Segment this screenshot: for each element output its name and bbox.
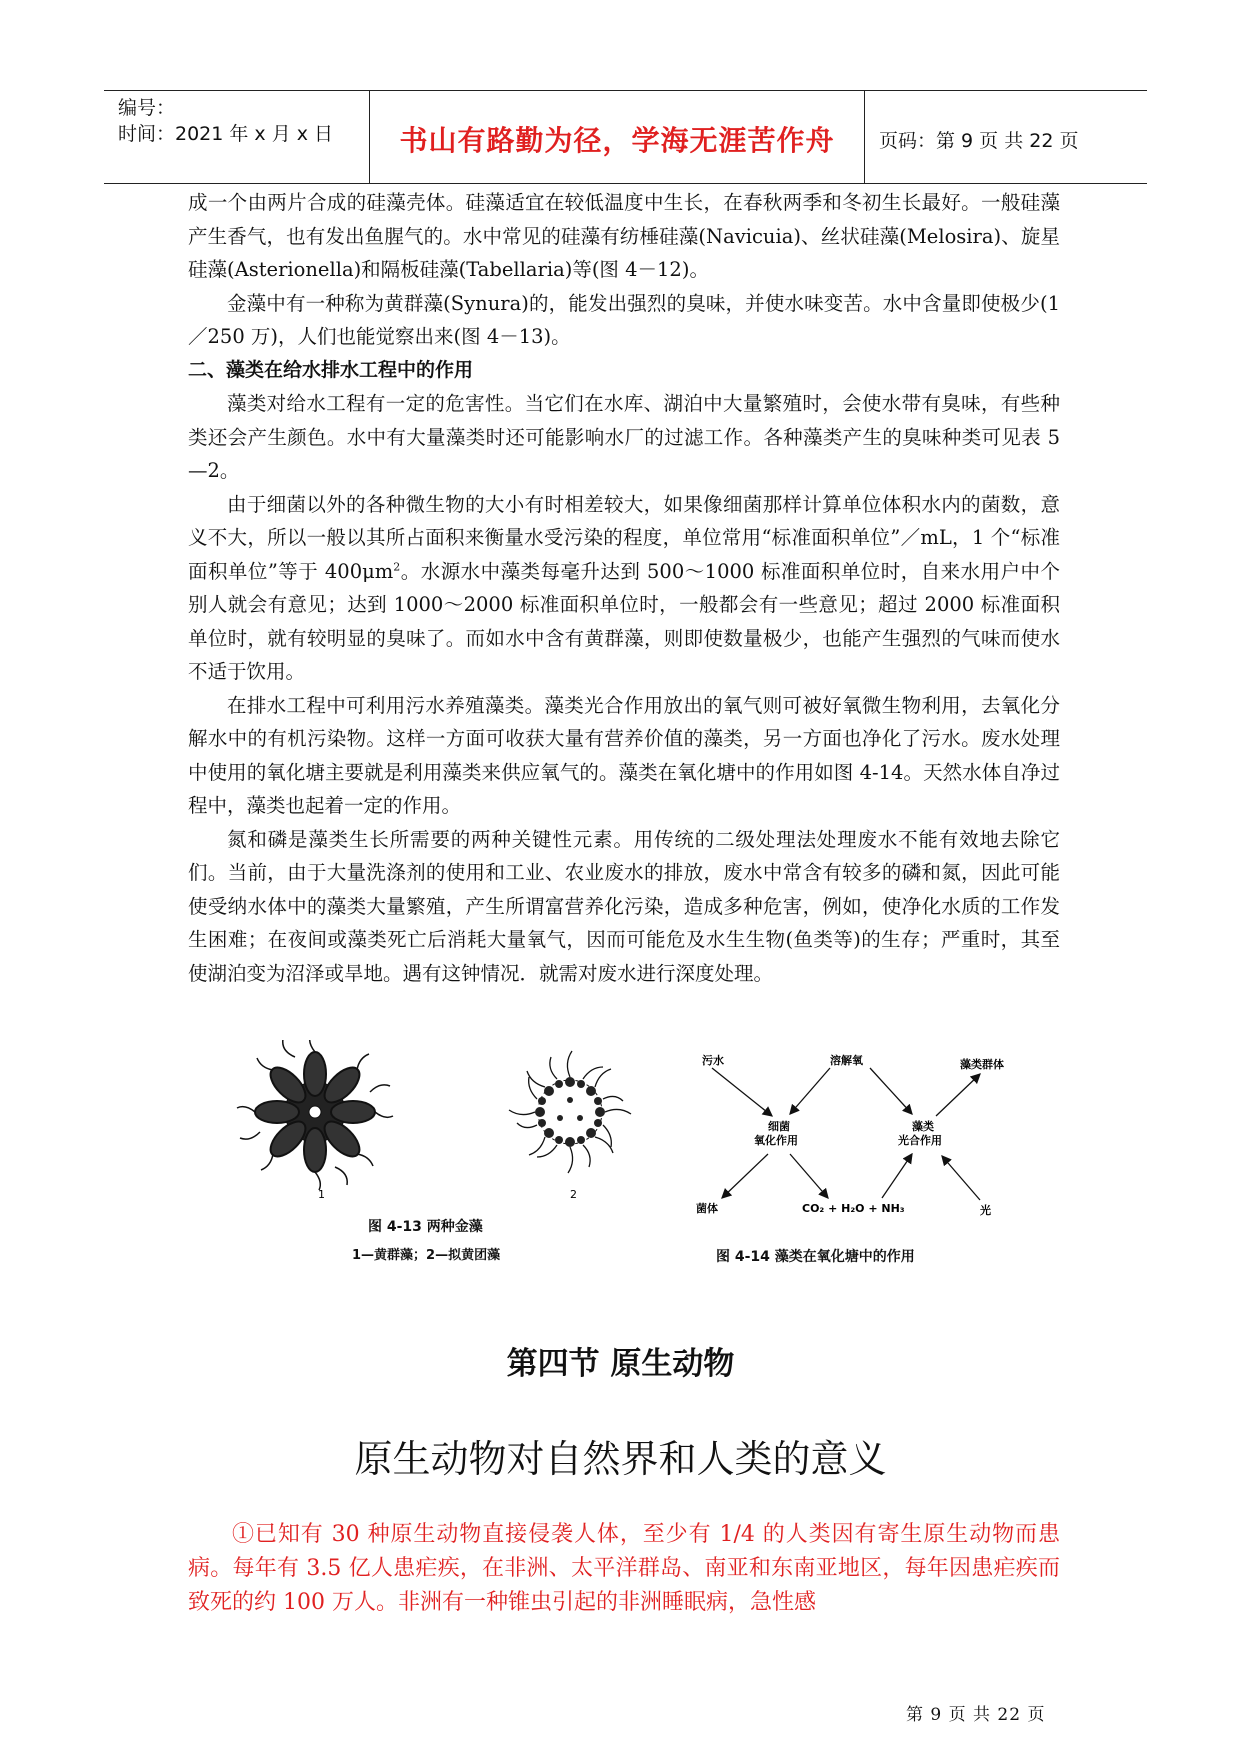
node-bacteria: 细菌 <box>768 1120 790 1133</box>
figure-4-13-caption: 图 4-13 两种金藻 <box>368 1219 483 1235</box>
header-right-cell <box>865 91 1147 183</box>
node-dissolved-oxygen: 溶解氧 <box>830 1054 863 1067</box>
figure-4-14-caption: 图 4-14 藻类在氧化塘中的作用 <box>716 1249 915 1265</box>
figure-label-2: 2 <box>570 1188 577 1201</box>
uroglena-colony <box>509 1051 631 1173</box>
figure-4-14-diagram <box>690 1050 1020 1220</box>
paragraph-1: 成一个由两片合成的硅藻壳体。硅藻适宜在较低温度中生长，在春秋两季和冬初生长最好。一般硅藻产生香气，也有发出鱼腥气的。水中常见的硅藻有纺棰硅藻(Navicuia)、丝状硅藻(Melosira)、旋星硅藻(Asterionella)和隔板硅藻(Tabellaria)等(图 4－12)。 <box>188 191 1060 281</box>
node-sewage: 污水 <box>702 1054 724 1067</box>
node-products: CO₂ + H₂O + NH₃ <box>802 1202 905 1215</box>
paragraph-4-b: 。水源水中藻类每毫升达到 500～1000 标准面积单位时，自来水用户中个别人就会有意见；达到 1000～2000 标准面积单位时，一般都会有一些意见；超过 2000 标准面积单位时，就有较明显的臭味了。而如水中含有黄群藻，则即使数量极少，也能产生强烈的气味而使水不适于饮用。 <box>188 559 1060 683</box>
figure-label-1: 1 <box>318 1188 325 1201</box>
figure-4-13-illustration <box>230 1040 660 1210</box>
figure-4-13-subcaption: 1—黄群藻；2—拟黄团藻 <box>352 1248 501 1263</box>
section-heading-4: 第四节 原生动物 <box>506 1346 735 1382</box>
node-oxidation: 氧化作用 <box>754 1134 798 1147</box>
paragraph-4 <box>188 488 1060 689</box>
node-light: 光 <box>980 1204 991 1217</box>
body-text <box>188 186 1060 990</box>
header-left-cell <box>104 91 369 183</box>
paragraph-2: 金藻中有一种称为黄群藻(Synura)的，能发出强烈的臭味，并使水味变苦。水中含量即使极少(1／250 万)，人们也能觉察出来(图 4－13)。 <box>188 291 1060 348</box>
node-photosynthesis: 光合作用 <box>898 1134 942 1147</box>
header-middle-cell <box>369 91 865 183</box>
paragraph-3: 藻类对给水工程有一定的危害性。当它们在水库、湖泊中大量繁殖时，会使水带有臭味，有些种类还会产生颜色。水中有大量藻类时还可能影响水厂的过滤工作。各种藻类产生的臭味种类可见表 5—2。 <box>188 392 1060 482</box>
red-paragraph: ①已知有 30 种原生动物直接侵袭人体，至少有 1/4 的人类因有寄生原生动物而患病。每年有 3.5 亿人患疟疾，在非洲、太平洋群岛、南亚和东南亚地区，每年因患疟疾而致死的约 100 万人。非洲有一种锥虫引起的非洲睡眠病，急性感 <box>188 1522 1060 1615</box>
paragraph-6: 氮和磷是藻类生长所需要的两种关键性元素。用传统的二级处理法处理废水不能有效地去除它们。当前，由于大量洗涤剂的使用和工业、农业废水的排放，废水中常含有较多的磷和氮，因此可能使受纳水体中的藻类大量繁殖，产生所谓富营养化污染，造成多种危害，例如，使净化水质的工作发生困难；在夜间或藻类死亡后消耗大量氧气，因而可能危及水生生物(鱼类等)的生存；严重时，其至使湖泊变为沼泽或旱地。遇有这钟情况．就需对废水进行深度处理。 <box>188 827 1060 985</box>
article-title: 原生动物对自然界和人类的意义 <box>354 1437 887 1481</box>
page-code: 页码：第 9 页 共 22 页 <box>879 130 1079 152</box>
node-biomass: 菌体 <box>696 1202 718 1215</box>
footer-page-number: 第 9 页 共 22 页 <box>906 1705 1046 1725</box>
header-table <box>104 90 1147 184</box>
time-label: 时间：2021 年 x 月 x 日 <box>118 123 334 145</box>
section-heading: 二、藻类在给水排水工程中的作用 <box>188 358 474 381</box>
number-label: 编号： <box>118 97 176 119</box>
motto: 书山有路勤为径，学海无涯苦作舟 <box>399 124 835 157</box>
synura-colony <box>237 1040 393 1190</box>
paragraph-5: 在排水工程中可利用污水养殖藻类。藻类光合作用放出的氧气则可被好氧微生物利用，去氧化分解水中的有机污染物。这样一方面可收获大量有营养价值的藻类，另一方面也净化了污水。废水处理中使用的氧化塘主要就是利用藻类来供应氧气的。藻类在氧化塘中的作用如图 4-14。天然水体自净过程中，藻类也起着一定的作用。 <box>188 693 1060 817</box>
node-algae: 藻类 <box>912 1120 934 1133</box>
superscript: 2 <box>393 560 401 573</box>
paragraph-4-a: 由于细菌以外的各种微生物的大小有时相差较大，如果像细菌那样计算单位体积水内的菌数，意义不大，所以一般以其所占面积来衡量水受污染的程度，单位常用“标准面积单位”／mL，1 个“标准面积单位”等于 400μm <box>188 492 1060 583</box>
node-algae-population: 藻类群体 <box>960 1058 1004 1071</box>
